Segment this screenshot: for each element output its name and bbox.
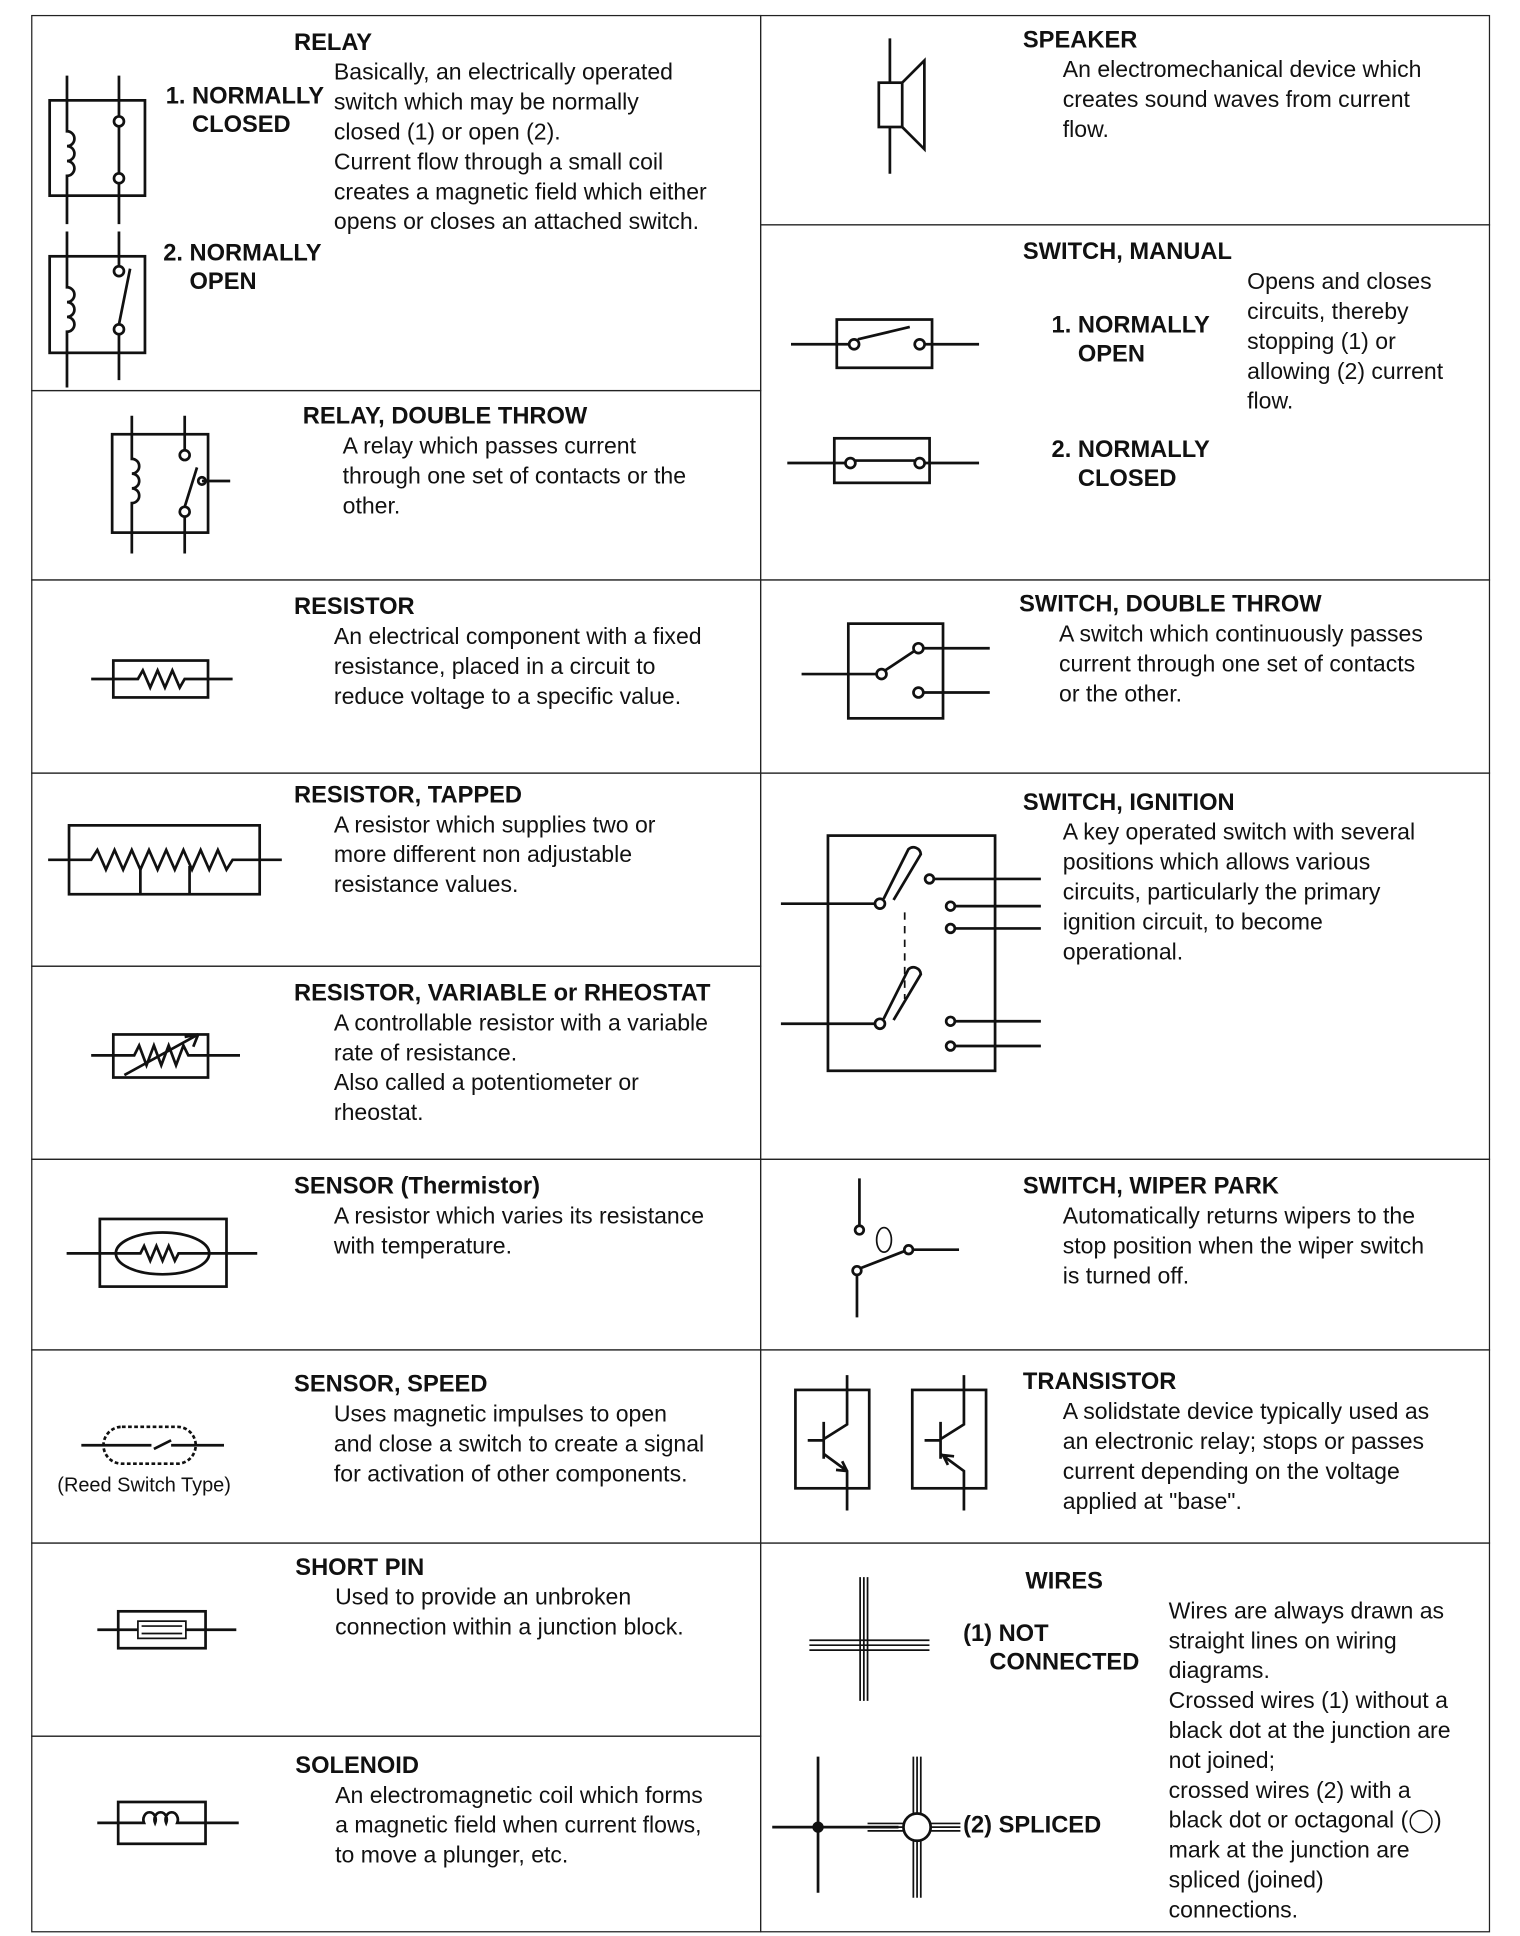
switch-double-throw-title: SWITCH, DOUBLE THROW	[1019, 591, 1322, 618]
resistor-tapped-cell	[31, 772, 761, 966]
speaker-description: An electromechanical device which creates sound waves from current flow.	[1062, 56, 1422, 143]
sensor-thermistor-title: SENSOR (Thermistor)	[294, 1173, 541, 1200]
switch-ignition-title: SWITCH, IGNITION	[1022, 789, 1235, 817]
transistor-cell	[760, 1349, 1490, 1543]
resistor-variable-cell	[31, 966, 761, 1160]
resistor-title: RESISTOR	[294, 594, 415, 621]
switch-double-throw-description: A switch which continuously passes current through one set of contacts or the other.	[1059, 620, 1423, 707]
short-pin-cell	[31, 1542, 761, 1736]
wires-not-connected-label: (1) NOT CONNECTED	[963, 1620, 1140, 1676]
resistor-cell	[31, 579, 761, 773]
speaker-title: SPEAKER	[1022, 27, 1138, 54]
speaker-cell	[760, 15, 1490, 226]
resistor-tapped-description: A resistor which supplies two or more different non adjustable resistance values.	[333, 811, 656, 898]
resistor-description: An electrical component with a fixed resistance, placed in a circuit to reduce voltage to a specific value.	[333, 622, 702, 709]
solenoid-description: An electromagnetic coil which forms a magnetic field when current flows, to move a plunger, etc.	[335, 1781, 703, 1868]
switch-wiper-park-cell	[760, 1159, 1490, 1351]
sensor-speed-cell	[31, 1349, 761, 1543]
wires-title: WIRES	[1025, 1568, 1103, 1595]
wires-description: Wires are always drawn as straight lines on wiring diagrams. Crossed wires (1) without a black dot at the junction are not joined; crossed wires (2) with a black dot or octagonal (◯) mark at the junction are spliced (joined) connections.	[1168, 1597, 1451, 1923]
sensor-speed-title: SENSOR, SPEED	[294, 1371, 488, 1398]
reed-switch-caption: (Reed Switch Type)	[57, 1475, 231, 1497]
transistor-description: A solidstate device typically used as an electronic relay; stops or passes current depending on the voltage applied at "base".	[1062, 1397, 1430, 1514]
relay-title: RELAY	[294, 29, 373, 57]
sensor-thermistor-description: A resistor which varies its resistance with temperature.	[333, 1202, 705, 1259]
resistor-tapped-title: RESISTOR, TAPPED	[294, 782, 523, 809]
relay-double-throw-cell	[31, 390, 761, 581]
transistor-title: TRANSISTOR	[1022, 1369, 1177, 1396]
switch-manual-title: SWITCH, MANUAL	[1022, 239, 1232, 266]
relay-normally-closed-label: 1. NORMALLY CLOSED	[165, 83, 324, 139]
relay-double-throw-title: RELAY, DOUBLE THROW	[302, 403, 588, 430]
relay-normally-open-label: 2. NORMALLY OPEN	[163, 240, 322, 296]
switch-ignition-description: A key operated switch with several positions which allows various circuits, particularly the primary ignition circuit, to become operational.	[1062, 818, 1416, 965]
switch-wiper-park-title: SWITCH, WIPER PARK	[1022, 1173, 1279, 1200]
switch-ignition-cell	[760, 772, 1490, 1159]
relay-double-throw-description: A relay which passes current through one set of contacts or the other.	[342, 432, 687, 519]
switch-normally-open-label: 1. NORMALLY OPEN	[1051, 312, 1210, 368]
sensor-thermistor-cell	[31, 1159, 761, 1351]
short-pin-description: Used to provide an unbroken connection within a junction block.	[335, 1583, 684, 1640]
switch-normally-closed-label: 2. NORMALLY CLOSED	[1051, 437, 1210, 493]
solenoid-cell	[31, 1736, 761, 1933]
switch-double-throw-cell	[760, 579, 1490, 773]
switch-manual-cell	[760, 224, 1490, 580]
switch-manual-description: Opens and closes circuits, thereby stopping (1) or allowing (2) current flow.	[1247, 267, 1444, 414]
sensor-speed-description: Uses magnetic impulses to open and close a switch to create a signal for activation of other components.	[333, 1400, 705, 1487]
wires-cell	[760, 1542, 1490, 1932]
solenoid-title: SOLENOID	[295, 1752, 419, 1780]
resistor-variable-title: RESISTOR, VARIABLE or RHEOSTAT	[294, 980, 711, 1007]
resistor-variable-description: A controllable resistor with a variable rate of resistance. Also called a potentiometer or rheostat.	[333, 1009, 709, 1126]
wires-spliced-label: (2) SPLICED	[963, 1812, 1102, 1839]
relay-cell	[31, 15, 761, 391]
switch-wiper-park-description: Automatically returns wipers to the stop position when the wiper switch is turned off.	[1062, 1202, 1425, 1289]
short-pin-title: SHORT PIN	[295, 1554, 425, 1582]
relay-description: Basically, an electrically operated switch which may be normally closed (1) or open (2). Current flow through a small coil creates a magnetic field which either opens or closes an attached switch.	[333, 58, 707, 235]
